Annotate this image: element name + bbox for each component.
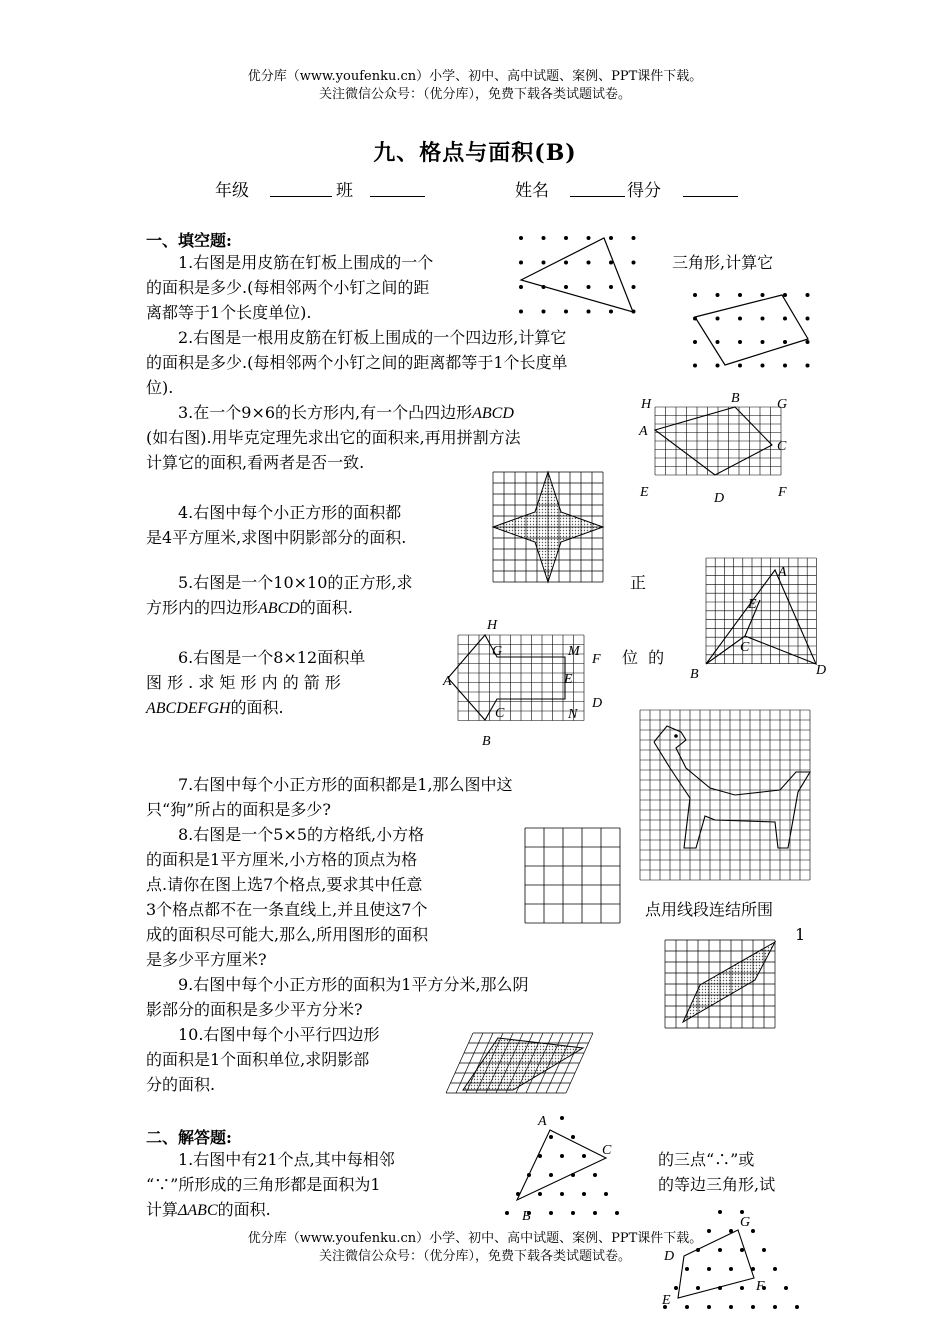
lattice-dot — [538, 1192, 542, 1196]
lattice-dot — [729, 1267, 733, 1271]
lattice-dot — [560, 1154, 564, 1158]
score-blank — [683, 196, 738, 197]
q1-triangle — [521, 238, 633, 312]
q8-line-1: 8.右图是一个5×5的方格纸,小方格 — [178, 825, 425, 844]
q2-line-1: 2.右图是一根用皮筋在钉板上围成的一个四边形,计算它 — [178, 328, 567, 347]
q8-line-2: 的面积是1平方厘米,小方格的顶点为格 — [146, 850, 418, 869]
q6-label-n: N — [568, 707, 578, 722]
s2q1-triangle-abc — [517, 1130, 606, 1200]
grid-dot — [761, 340, 765, 344]
q8-line-4b: 点用线段连结所围 — [645, 900, 774, 919]
q2-quadrilateral — [695, 295, 808, 365]
lattice-dot — [560, 1192, 564, 1196]
grid-dot — [564, 310, 568, 314]
lattice-dot — [751, 1305, 755, 1309]
grid-dot — [587, 236, 591, 240]
q6-label-g: G — [492, 644, 503, 659]
grid-dot — [783, 293, 787, 297]
grid-dot — [761, 293, 765, 297]
q6-label-h: H — [487, 618, 498, 633]
q2-line-3: 位). — [146, 378, 174, 397]
lattice-dot — [505, 1211, 509, 1215]
s2q1-figure — [482, 1108, 637, 1223]
lattice-dot — [740, 1210, 744, 1214]
s2q1-line-2b: 的等边三角形,试 — [658, 1175, 776, 1194]
lattice-dot — [718, 1248, 722, 1252]
q1-line-3: 离都等于1个长度单位). — [146, 303, 312, 322]
q3-label-c: C — [777, 439, 787, 454]
grid-dot — [542, 261, 546, 265]
grid-dot — [806, 340, 810, 344]
lattice-dot — [674, 1286, 678, 1290]
lattice-dot — [593, 1173, 597, 1177]
class-label: 班 — [336, 181, 353, 201]
q5-figure — [690, 556, 835, 681]
lattice-dot — [740, 1248, 744, 1252]
lattice-dot — [795, 1305, 799, 1309]
grid-dot — [761, 364, 765, 368]
lattice-dot — [762, 1248, 766, 1252]
lattice-dot — [615, 1211, 619, 1215]
grid-dot — [716, 364, 720, 368]
grade-blank — [270, 196, 332, 197]
grid-dot — [716, 293, 720, 297]
lattice-dot — [571, 1211, 575, 1215]
lattice-dot — [740, 1286, 744, 1290]
grid-dot — [716, 317, 720, 321]
s2q1-line-1: 1.右图中有21个点,其中每相邻 — [178, 1150, 395, 1169]
grid-dot — [632, 285, 636, 289]
q3-line-1: 3.在一个9×6的长方形内,有一个凸四边形ABCD — [178, 403, 514, 422]
q3-line-3: 计算它的面积,看两者是否一致. — [146, 453, 365, 472]
grid-dot — [609, 236, 613, 240]
grid-dot — [609, 285, 613, 289]
grid-dot — [761, 317, 765, 321]
q6-arrow-shape — [448, 635, 565, 720]
lattice-dot — [593, 1211, 597, 1215]
q1-line-2: 的面积是多少.(每相邻两个小钉之间的距 — [146, 278, 430, 297]
grid-dot — [738, 293, 742, 297]
lattice-dot — [604, 1192, 608, 1196]
q5-line-2: 方形内的四边形ABCD的面积. — [146, 598, 353, 617]
grid-dot — [806, 293, 810, 297]
q6-label-a: A — [443, 674, 452, 689]
s2q2-label-e: E — [662, 1293, 671, 1308]
q3-label-h: H — [641, 397, 652, 412]
lattice-dot — [549, 1135, 553, 1139]
q7-line-1: 7.右图中每个小正方形的面积都是1,那么图中这 — [178, 775, 513, 794]
q6-label-d: D — [592, 696, 603, 711]
q4-figure — [493, 472, 608, 587]
q5-label-e: E — [748, 597, 757, 612]
grid-dot — [519, 261, 523, 265]
score-label: 得分 — [627, 181, 661, 201]
q6-line-3: ABCDEFGH的面积. — [146, 698, 284, 717]
q2-figure — [690, 290, 820, 375]
lattice-dot — [571, 1135, 575, 1139]
grid-dot — [542, 310, 546, 314]
q10-line-1: 10.右图中每个小平行四边形 — [178, 1025, 380, 1044]
q1-figure — [515, 230, 645, 315]
grid-dot — [693, 364, 697, 368]
grid-dot — [783, 364, 787, 368]
class-blank — [370, 196, 425, 197]
q10-figure — [443, 1030, 613, 1100]
grid-dot — [519, 236, 523, 240]
q3-line-2: (如右图).用毕克定理先求出它的面积来,再用拼割方法 — [146, 428, 521, 447]
q6-label-m: M — [568, 644, 580, 659]
q5-label-b: B — [690, 667, 699, 682]
grid-dot — [587, 285, 591, 289]
s2q1-label-b: B — [522, 1209, 531, 1224]
q8-line-5: 成的面积尽可能大,那么,所用图形的面积 — [146, 925, 429, 944]
q8-line-5b: 1 — [795, 925, 806, 944]
q6-line-1: 6.右图是一个8×12面积单 — [178, 648, 366, 667]
q6-label-e: E — [564, 672, 573, 687]
grid-dot — [693, 340, 697, 344]
grid-dot — [738, 340, 742, 344]
lattice-dot — [685, 1267, 689, 1271]
lattice-dot — [696, 1286, 700, 1290]
s2q2-figure — [660, 1200, 805, 1338]
grid-dot — [542, 236, 546, 240]
lattice-dot — [582, 1154, 586, 1158]
q3-figure — [635, 390, 800, 505]
lattice-dot — [707, 1305, 711, 1309]
grid-dot — [564, 285, 568, 289]
section-1-heading: 一、填空题: — [146, 231, 232, 250]
header-line-2: 关注微信公众号：（优分库），免费下载各类试题试卷。 — [318, 87, 631, 102]
q9-line-1: 9.右图中每个小正方形的面积为1平方分米,那么阴 — [178, 975, 529, 994]
grid-dot — [632, 261, 636, 265]
grid-dot — [609, 261, 613, 265]
q3-label-a: A — [639, 424, 648, 439]
lattice-dot — [707, 1229, 711, 1233]
s2q1-line-3: 计算ΔABC的面积. — [146, 1200, 271, 1219]
grid-dot — [564, 261, 568, 265]
q8-line-4: 3个格点都不在一条直线上,并且使这7个 — [146, 900, 428, 919]
q3-label-b: B — [731, 391, 740, 406]
q7-figure — [640, 710, 812, 882]
s2q1-label-c: C — [602, 1143, 612, 1158]
q6-label-f: F — [592, 652, 601, 667]
grid-dot — [783, 317, 787, 321]
q8-line-3: 点.请你在图上选7个格点,要求其中任意 — [146, 875, 423, 894]
q9-line-2: 影部分的面积是多少平方分米? — [146, 1000, 363, 1019]
q6-line-2: 图 形 . 求 矩 形 内 的 箭 形 — [146, 673, 341, 692]
grid-dot — [519, 310, 523, 314]
q5-label-c: C — [740, 640, 750, 655]
q6-figure — [440, 615, 610, 750]
lattice-dot — [751, 1229, 755, 1233]
q3-label-f: F — [778, 485, 787, 500]
header-line-1: 优分库（www.youfenku.cn）小学、初中、高中试题、案例、PPT课件下载。 — [247, 69, 703, 84]
grid-dot — [738, 317, 742, 321]
grid-dot — [632, 236, 636, 240]
q10-line-3: 分的面积. — [146, 1075, 216, 1094]
lattice-dot — [685, 1305, 689, 1309]
q5-label-d: D — [816, 663, 827, 678]
q10-line-2: 的面积是1个面积单位,求阴影部 — [146, 1050, 370, 1069]
q5-line-1: 5.右图是一个10×10的正方形,求 — [178, 573, 413, 592]
q3-label-d: D — [714, 491, 725, 506]
q4-line-1: 4.右图中每个小正方形的面积都 — [178, 503, 402, 522]
s2q2-label-f: F — [756, 1279, 765, 1294]
grid-dot — [783, 340, 787, 344]
s2q1-label-a: A — [538, 1114, 547, 1129]
lattice-dot — [773, 1305, 777, 1309]
lattice-dot — [549, 1173, 553, 1177]
grid-dot — [806, 317, 810, 321]
lattice-dot — [707, 1267, 711, 1271]
lattice-dot — [560, 1116, 564, 1120]
q9-shaded-region — [683, 942, 775, 1022]
lattice-dot — [582, 1192, 586, 1196]
lattice-dot — [718, 1210, 722, 1214]
grid-dot — [806, 364, 810, 368]
page-title: 九、格点与面积(B) — [373, 140, 577, 166]
grid-dot — [693, 293, 697, 297]
q8-line-6: 是多少平方厘米? — [146, 950, 267, 969]
q1-line-1: 1.右图是用皮筋在钉板上围成的一个 — [178, 253, 434, 272]
q2-line-2: 的面积是多少.(每相邻两个小钉之间的距离都等于1个长度单 — [146, 353, 568, 372]
q1-line-1b: 三角形,计算它 — [672, 253, 774, 272]
q6-line-1b: 位 的 — [622, 648, 665, 667]
q9-figure — [665, 940, 780, 1032]
lattice-dot — [729, 1305, 733, 1309]
q4-line-2: 是4平方厘米,求图中阴影部分的面积. — [146, 528, 407, 547]
grid-dot — [564, 236, 568, 240]
grade-label: 年级 — [215, 181, 249, 201]
q3-label-g: G — [777, 397, 788, 412]
name-label: 姓名 — [515, 181, 549, 201]
grid-dot — [716, 340, 720, 344]
q5-line-1b: 正 — [630, 573, 647, 592]
lattice-dot — [784, 1286, 788, 1290]
q8-figure — [525, 828, 620, 923]
q6-label-c: C — [495, 706, 505, 721]
section-2-heading: 二、解答题: — [146, 1128, 232, 1147]
q3-label-e: E — [640, 485, 649, 500]
footer-line-1: 优分库（www.youfenku.cn）小学、初中、高中试题、案例、PPT课件下载。 — [247, 1231, 703, 1246]
q7-line-2: 只“狗”所占的面积是多少? — [146, 800, 331, 819]
name-blank — [570, 196, 625, 197]
s2q1-line-1b: 的三点“∴”或 — [658, 1150, 755, 1169]
footer-line-2: 关注微信公众号：（优分库），免费下载各类试题试卷。 — [318, 1249, 631, 1264]
grid-dot — [609, 310, 613, 314]
grid-dot — [738, 364, 742, 368]
lattice-dot — [549, 1211, 553, 1215]
q5-label-a: A — [778, 565, 787, 580]
q6-label-b: B — [482, 734, 491, 749]
s2q2-label-g: G — [740, 1215, 751, 1230]
s2q2-label-d: D — [664, 1249, 675, 1264]
grid-dot — [587, 310, 591, 314]
lattice-dot — [773, 1267, 777, 1271]
s2q1-line-2: “∵”所形成的三角形都是面积为1 — [146, 1175, 381, 1194]
grid-dot — [587, 261, 591, 265]
grid-dot — [519, 285, 523, 289]
